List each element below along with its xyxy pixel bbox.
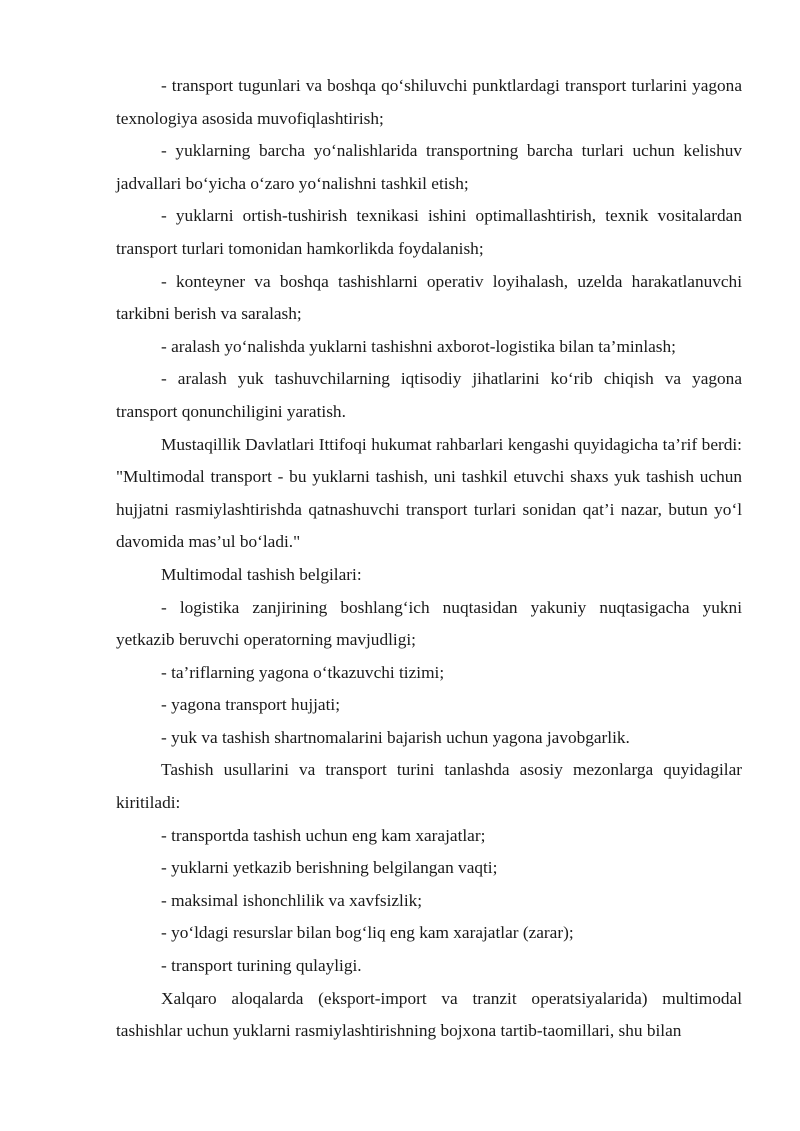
paragraph-delivery-time: - yuklarni yetkazib berishning belgilangan vaqti;: [161, 858, 498, 878]
paragraph-definition: Mustaqillik Davlatlari Ittifoqi hukumat rahbarlari kengashi quyidagicha ta’rif berdi: "Multimodal transport - bu yuklarni tashish, uni tashkil etuvchi shaxs yuk tashish uchun hujjatni rasmiylashtirishda qatnashuvchi transport turlari sonidan qat’i nazar, butun yo‘l davomida mas’ul bo‘ladi.": [116, 434, 742, 552]
paragraph-loading-technique: - yuklarni ortish-tushirish texnikasi ishini optimallashtirish, texnik vositalardan transport turlari tomonidan hamkorlikda foydalanish;: [116, 206, 742, 258]
paragraph-min-costs: - transportda tashish uchun eng kam xarajatlar;: [161, 825, 486, 845]
paragraph-single-liability: - yuk va tashish shartnomalarini bajarish uchun yagona javobgarlik.: [161, 727, 630, 747]
paragraph-resource-costs: - yo‘ldagi resurslar bilan bog‘liq eng kam xarajatlar (zarar);: [161, 923, 574, 943]
paragraph-transport-nodes: - transport tugunlari va boshqa qo‘shiluvchi punktlardagi transport turlarini yagona texnologiya asosida muvofiqlashtirish;: [116, 76, 742, 128]
paragraph-operator: - logistika zanjirining boshlang‘ich nuqtasidan yakuniy nuqtasigacha yukni yetkazib beruvchi operatorning mavjudligi;: [116, 597, 742, 650]
paragraph-container-planning: - konteyner va boshqa tashishlarni operativ loyihalash, uzelda harakatlanuvchi tarkibni berish va saralash;: [116, 271, 742, 324]
paragraph-convenience: - transport turining qulayligi.: [161, 956, 362, 976]
paragraph-international: Xalqaro aloqalarda (eksport-import va tranzit operatsiyalarida) multimodal tashishlar uchun yuklarni rasmiylashtirishning bojxona tartib-taomillari, shu bilan: [116, 988, 742, 1041]
paragraph-features-heading: Multimodal tashish belgilari:: [161, 564, 362, 584]
paragraph-criteria-heading: Tashish usullarini va transport turini tanlashda asosiy mezonlarga quyidagilar kiritiladi:: [116, 760, 742, 813]
paragraph-single-document: - yagona transport hujjati;: [161, 695, 341, 715]
paragraph-economic-aspects: - aralash yuk tashuvchilarning iqtisodiy jihatlarini ko‘rib chiqish va yagona transport qonunchiligini yaratish.: [116, 369, 742, 421]
paragraph-information-logistics: - aralash yo‘nalishda yuklarni tashishni axborot-logistika bilan ta’minlash;: [161, 336, 676, 356]
paragraph-tariff-system: - ta’riflarning yagona o‘tkazuvchi tizimi;: [161, 662, 445, 682]
document-page: [116, 70, 742, 1048]
paragraph-reliability: - maksimal ishonchlilik va xavfsizlik;: [161, 890, 423, 910]
paragraph-schedules: - yuklarning barcha yo‘nalishlarida transportning barcha turlari uchun kelishuv jadvallari bo‘yicha o‘zaro yo‘nalishni tashkil etish;: [116, 141, 742, 193]
